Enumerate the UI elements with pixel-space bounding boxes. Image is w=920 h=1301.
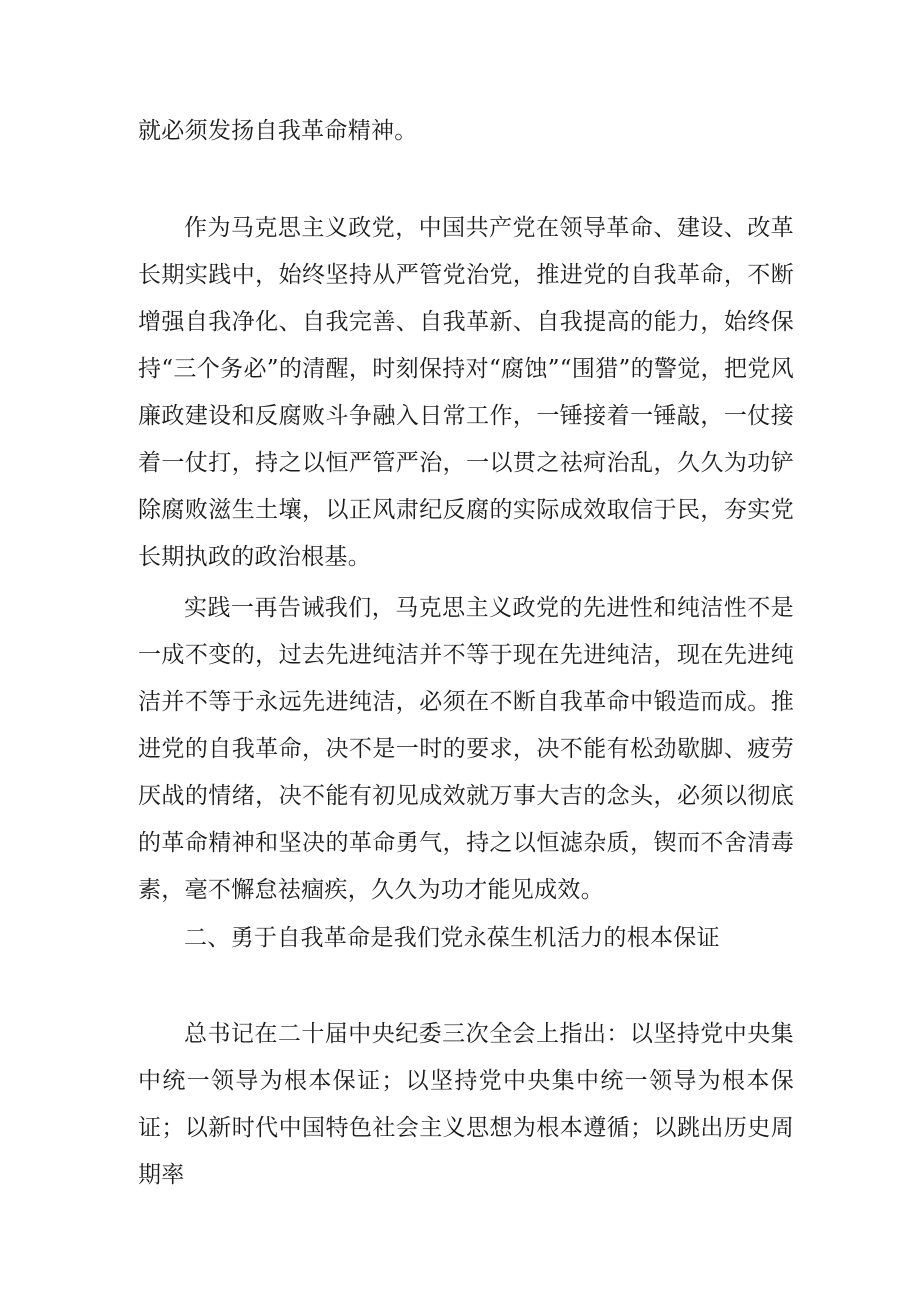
paragraph-continuation: 就必须发扬自我革命精神。	[138, 118, 418, 144]
paragraph-general-secretary: 总书记在二十届中央纪委三次全会上指出：以坚持党中央集中统一领导为根本保证；以坚持党中央集中统一领导为根本保证；以新时代中国特色社会主义思想为根本遵循；以跳出历史周期率	[138, 1021, 794, 1188]
section-heading: 二、勇于自我革命是我们党永葆生机活力的根本保证	[184, 925, 720, 951]
paragraph-marxist-party: 作为马克思主义政党，中国共产党在领导革命、建设、改革长期实践中，始终坚持从严管党治党，推进党的自我革命，不断增强自我净化、自我完善、自我革新、自我提高的能力，始终保持“三个务必”的清醒，时刻保持对“腐蚀”“围猎”的警觉，把党风廉政建设和反腐败斗争融入日常工作，一锤接着一锤敲，一仗接着一仗打，持之以恒严管严治，一以贯之祛疴治乱，久久为功铲除腐败滋生土壤，以正风肃纪反腐的实际成效取信于民，夯实党长期执政的政治根基。	[138, 215, 794, 570]
paragraph-practice: 实践一再告诫我们，马克思主义政党的先进性和纯洁性不是一成不变的，过去先进纯洁并不等于现在先进纯洁，现在先进纯洁并不等于永远先进纯洁，必须在不断自我革命中锻造而成。推进党的自我革命，决不是一时的要求，决不能有松劲歇脚、疲劳厌战的情绪，决不能有初见成效就万事大吉的念头，必须以彻底的革命精神和坚决的革命勇气，持之以恒滤杂质，锲而不舍清毒素，毫不懈怠祛痼疾，久久为功才能见成效。	[138, 595, 794, 903]
